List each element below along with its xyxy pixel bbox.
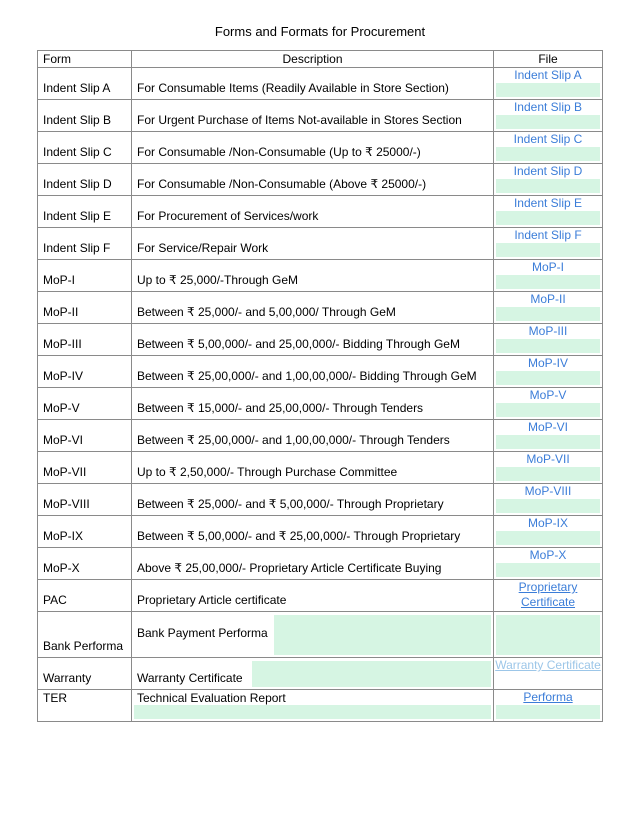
table-row [38,420,603,452]
file-cell [494,228,603,260]
table-row [38,292,603,324]
table-row [38,164,603,196]
file-link-mop-i[interactable]: MoP-I [531,260,564,274]
file-cell [494,292,603,324]
file-cell [494,260,603,292]
table-header-row [38,51,603,68]
description-cell: Between ₹ 5,00,000/- and 25,00,000/- Bidding Through GeM [132,324,494,356]
file-link-performa[interactable]: Performa [523,690,573,704]
table-row [38,132,603,164]
file-field[interactable] [496,275,600,289]
form-cell: TER [38,690,132,722]
form-cell: MoP-VI [38,420,132,452]
file-field[interactable] [496,115,600,129]
form-cell: MoP-VII [38,452,132,484]
table-row [38,68,603,100]
file-field[interactable] [496,467,600,481]
form-cell: MoP-II [38,292,132,324]
form-cell: MoP-I [38,260,132,292]
file-link-warranty-certificate[interactable]: Warranty Certificate [495,658,601,672]
file-link-mop-iv[interactable]: MoP-IV [527,356,568,370]
table-row [38,580,603,612]
file-field[interactable] [496,705,600,719]
table-row [38,690,603,722]
file-link-indent-slip-a[interactable]: Indent Slip A [514,68,582,82]
file-field[interactable] [496,435,600,449]
file-cell [494,132,603,164]
form-cell: Indent Slip D [38,164,132,196]
file-cell [494,164,603,196]
file-field[interactable] [496,211,600,225]
file-link-mop-ix[interactable]: MoP-IX [527,516,568,530]
form-cell: MoP-V [38,388,132,420]
description-cell: Between ₹ 25,000/- and ₹ 5,00,000/- Through Proprietary [132,484,494,516]
file-link-mop-vi[interactable]: MoP-VI [527,420,568,434]
description-cell: For Service/Repair Work [132,228,494,260]
form-cell: Indent Slip B [38,100,132,132]
form-cell: Indent Slip A [38,68,132,100]
table-row [38,228,603,260]
file-cell [494,356,603,388]
description-cell: For Procurement of Services/work [132,196,494,228]
table-row [38,356,603,388]
file-cell [494,196,603,228]
form-cell: Indent Slip E [38,196,132,228]
description-cell: Between ₹ 25,00,000/- and 1,00,00,000/- Bidding Through GeM [132,356,494,388]
file-cell [494,68,603,100]
file-link-indent-slip-e[interactable]: Indent Slip E [513,196,583,210]
table-row [38,196,603,228]
file-cell [494,548,603,580]
file-cell [494,100,603,132]
file-field[interactable] [496,499,600,513]
file-field[interactable] [496,243,600,257]
file-link-indent-slip-f[interactable]: Indent Slip F [514,228,582,242]
description-cell: Up to ₹ 2,50,000/- Through Purchase Committee [132,452,494,484]
description-cell: Between ₹ 25,00,000/- and 1,00,00,000/- Through Tenders [132,420,494,452]
header-description: Description [132,51,494,68]
description-cell: Between ₹ 25,000/- and 5,00,000/ Through GeM [132,292,494,324]
file-link-indent-slip-c[interactable]: Indent Slip C [513,132,583,146]
file-field[interactable] [496,179,600,193]
file-link-indent-slip-b[interactable]: Indent Slip B [513,100,583,114]
form-cell: MoP-X [38,548,132,580]
description-cell [132,658,494,690]
description-cell [132,690,494,722]
form-cell: MoP-VIII [38,484,132,516]
file-field[interactable] [496,615,600,655]
form-cell: MoP-III [38,324,132,356]
table-row [38,388,603,420]
description-cell: For Consumable /Non-Consumable (Above ₹ 25000/-) [132,164,494,196]
form-cell: Indent Slip C [38,132,132,164]
file-cell [494,452,603,484]
form-cell: MoP-IX [38,516,132,548]
file-field[interactable] [496,403,600,417]
table-row [38,324,603,356]
form-cell: Indent Slip F [38,228,132,260]
file-cell [494,420,603,452]
description-cell: For Urgent Purchase of Items Not-available in Stores Section [132,100,494,132]
file-field[interactable] [496,83,600,97]
file-link-mop-iii[interactable]: MoP-III [528,324,568,338]
file-link-mop-vii[interactable]: MoP-VII [526,452,570,466]
file-field[interactable] [496,371,600,385]
description-cell: Between ₹ 5,00,000/- and ₹ 25,00,000/- Through Proprietary [132,516,494,548]
file-link-mop-x[interactable]: MoP-X [529,548,567,562]
form-cell: Bank Performa [38,612,132,658]
description-input-area[interactable] [274,615,491,655]
description-cell: For Consumable /Non-Consumable (Up to ₹ 25000/-) [132,132,494,164]
file-cell [494,658,603,690]
table-row [38,658,603,690]
description-cell: Up to ₹ 25,000/-Through GeM [132,260,494,292]
file-field[interactable] [496,563,600,577]
description-cell [132,612,494,658]
description-cell: Between ₹ 15,000/- and 25,00,000/- Through Tenders [132,388,494,420]
form-cell: MoP-IV [38,356,132,388]
form-cell: Warranty [38,658,132,690]
table-row [38,548,603,580]
file-link-proprietary-certificate[interactable]: Proprietary Certificate [518,580,578,609]
description-text: Warranty Certificate [137,671,243,685]
file-link-mop-viii[interactable]: MoP-VIII [524,484,572,498]
description-text: Bank Payment Performa [137,626,268,640]
file-link-mop-v[interactable]: MoP-V [529,388,567,402]
description-input-area[interactable] [252,661,491,687]
file-cell [494,484,603,516]
procurement-forms-table [37,50,603,722]
table-row [38,100,603,132]
description-cell: Proprietary Article certificate [132,580,494,612]
file-field[interactable] [496,339,600,353]
file-field[interactable] [496,531,600,545]
file-link-indent-slip-d[interactable]: Indent Slip D [513,164,583,178]
file-cell [494,516,603,548]
header-form: Form [38,51,132,68]
table-row [38,484,603,516]
file-cell [494,580,603,612]
table-row [38,260,603,292]
file-cell [494,612,603,658]
description-cell: For Consumable Items (Readily Available in Store Section) [132,68,494,100]
header-file: File [494,51,603,68]
file-field[interactable] [496,147,600,161]
table-row [38,516,603,548]
table-row [38,612,603,658]
form-cell: PAC [38,580,132,612]
description-text: Technical Evaluation Report [137,691,286,705]
file-link-mop-ii[interactable]: MoP-II [530,292,566,306]
file-cell [494,690,603,722]
file-field[interactable] [496,307,600,321]
file-cell [494,324,603,356]
file-cell [494,388,603,420]
page-title: Forms and Formats for Procurement [214,24,426,39]
description-input-area[interactable] [134,705,491,719]
description-cell: Above ₹ 25,00,000/- Proprietary Article Certificate Buying [132,548,494,580]
table-row [38,452,603,484]
